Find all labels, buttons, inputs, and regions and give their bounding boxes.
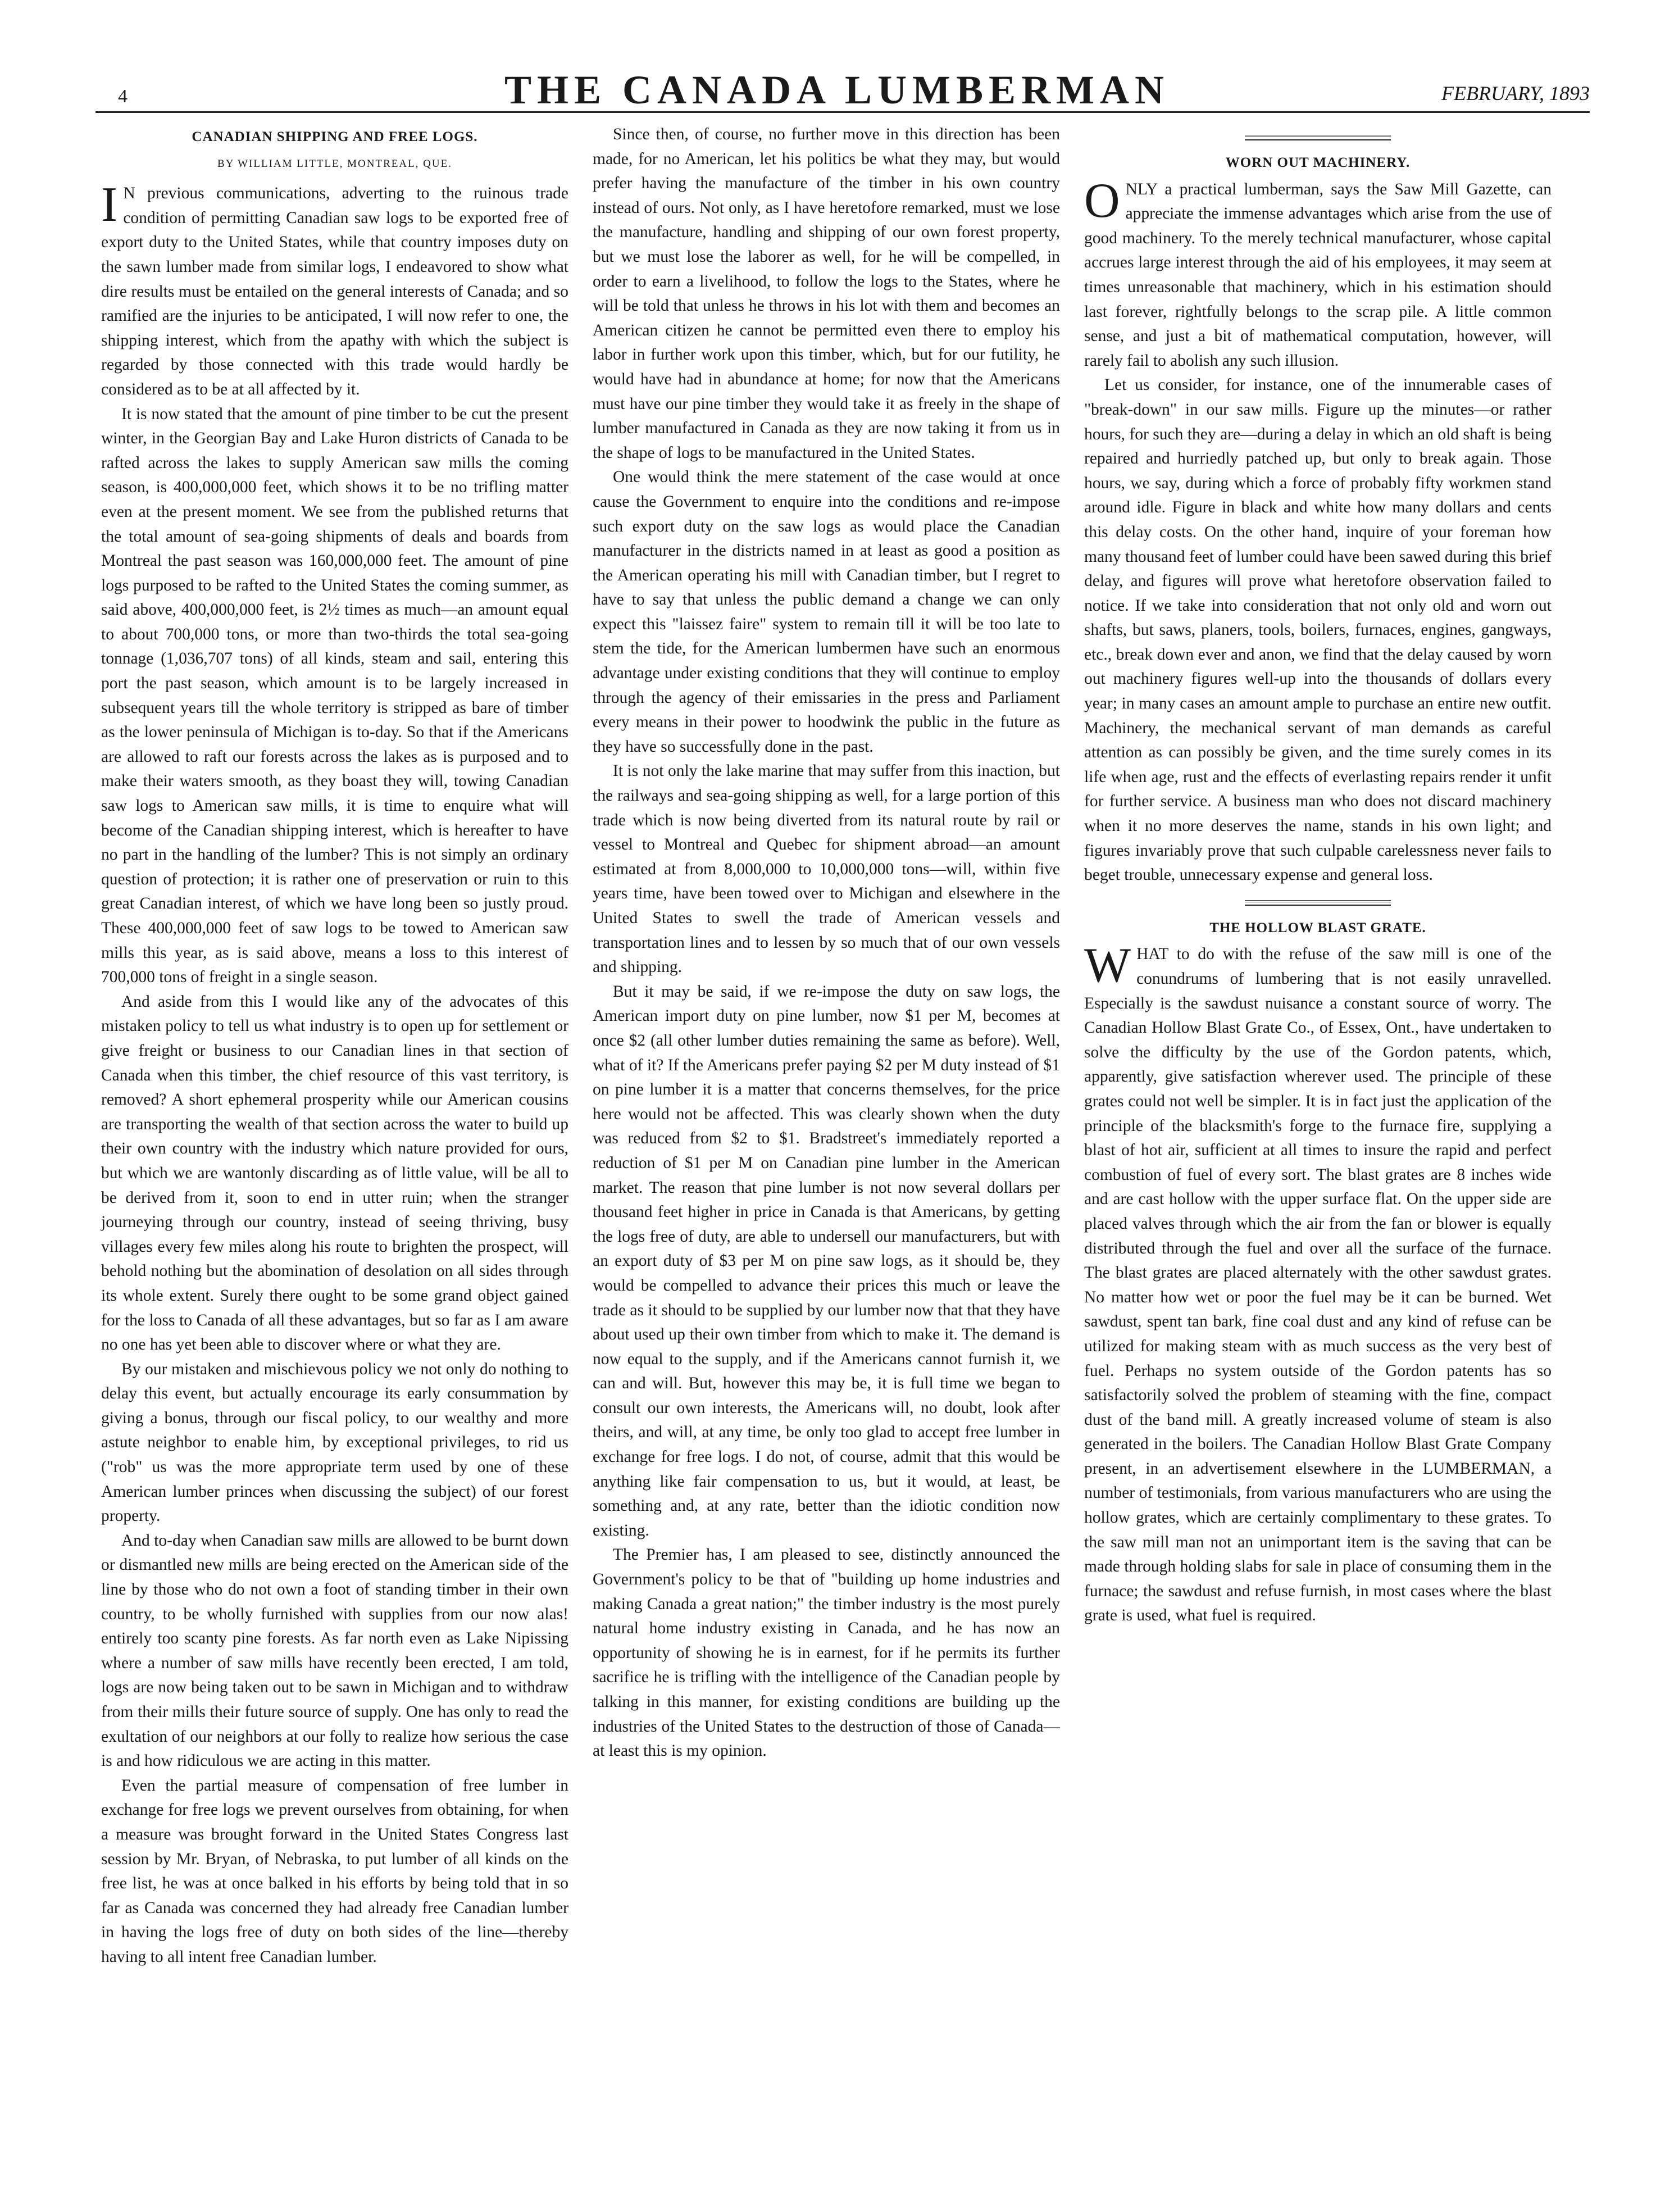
paragraph: The Premier has, I am pleased to see, distinctly announced the Government's policy to be that of "building up home industries and making Canada a great nation;" the timber industry is the most purely natural home industry existing in Canada, and he has now an opportunity of showing he is in earnest, for if he permits its further sacrifice he is trifling with the intelligence of the Canadian people by talking in this manner, for existing conditions are building up the industries of the United States to the destruction of those of Canada—at least this is my opinion. — [593, 1546, 1060, 1760]
article-title: WORN OUT MACHINERY. — [1225, 155, 1411, 170]
section-divider — [1245, 135, 1391, 140]
drop-cap: I — [101, 178, 118, 233]
issue-date: FEBRUARY, 1893 — [1441, 82, 1590, 105]
column-3 — [1084, 122, 1552, 1628]
paragraph: I N previous communications, adverting to the ruinous trade condition of permitting Canadian saw logs to be exported free of export duty to the United States, while that country imposes duty on the sawn lumber made from similar logs, I endeavored to show what dire results must be entailed on the general interests of Canada; and so ramified are the injuries to be anticipated, I will now refer to one, the shipping interest, which from the apathy with which the subject is regarded by those connected with this trade would hardly be considered as to be at all affected by it. — [101, 178, 568, 398]
masthead: THE CANADA LUMBERMAN — [504, 67, 1170, 112]
paragraph: By our mistaken and mischievous policy we not only do nothing to delay this event, but actually encourage its early consummation by giving a bonus, through our fiscal policy, to our wealthy and more astute neighbor to enable him, by exceptional privileges, to rid us ("rob" us was the more appropriate term used by one of these American lumber princes when discussing the subject) of our forest property. — [101, 1360, 568, 1525]
drop-cap: W — [1084, 938, 1131, 993]
paragraph: WHAT to do with the refuse of the saw mill is one of the conundrums of lumbering that is not easily unravelled. Especially is the sawdust nuisance a constant source of worry. The Canadian Hollow Blast Grate Co., of Essex, Ont., have undertaken to solve the difficulty by the use of the Gordon patents, which, apparently, give satisfaction wherever used. The principle of these grates could not well be simpler. It is in fact just the application of the principle of the blacksmith's forge to the furnace fire, supplying a blast of hot air, sufficient at all times to insure the rapid and perfect combustion of fuel of every sort. The blast grates are 8 inches wide and are cast hollow with the upper surface flat. On the upper side are placed valves through which the air from the fan or blower is equally distributed through the fuel and over all the surface of the furnace. The blast grates are placed alternately with the other sawdust grates. No matter how wet or poor the fuel may be it can be burned. Wet sawdust, spent tan bark, fine coal dust and any kind of refuse can be utilized for making steam with as much success as the very best of fuel. Perhaps no system outside of the Gordon patents has so satisfactorily solved the problem of steaming with the fine, compact dust of the band mill. A greatly increased volume of steam is also generated in the boilers. The Canadian Hollow Blast Grate Company present, in an advertisement elsewhere in the LUMBERMAN, a number of testimonials, from various manufacturers who are using the hollow grates, which are certainly complimentary to these grates. To the saw mill man not an unimportant item is the saving that can be made through holding slabs for sale in place of consuming them in the furnace; the sawdust and refuse furnish, in most cases where the blast grate is used, what fuel is required. — [1084, 938, 1552, 1625]
column-2 — [593, 122, 1060, 1764]
paragraph: And to-day when Canadian saw mills are allowed to be burnt down or dismantled new mills are being erected on the American side of the line by those who do not own a foot of standing timber in their own country, to be wholly furnished with supplies from our now alas! entirely too scanty pine forests. As far north even as Lake Nipissing where a number of saw mills have recently been erected, I am told, logs are now being taken out to be sawn in Michigan and to withdraw from their mills their future source of supply. One has only to read the exultation of our neighbors at our folly to realize how serious the case is and how ridiculous we are acting in this matter. — [101, 1531, 568, 1770]
paragraph: Even the partial measure of compensation of free lumber in exchange for free logs we prevent ourselves from obtaining, for when a measure was brought forward in the United States Congress last session by Mr. Bryan, of Nebraska, to put lumber of all kinds on the free list, he was at once balked in his efforts by being told that in so far as Canada was concerned they had already free Canadian lumber in having the logs free of duty on both sides of the line—thereby having to all intent free Canadian lumber. — [101, 1776, 568, 1966]
article-title: CANADIAN SHIPPING AND FREE LOGS. — [192, 129, 478, 144]
paragraph: One would think the mere statement of the case would at once cause the Government to enquire into the conditions and re-impose such export duty on the saw logs as would place the Canadian manufacturer in the districts named in at least as good a position as the American operating his mill with Canadian timber, but I regret to have to say that unless the public demand a change we can only expect this "laissez faire" system to remain till it will be too late to stem the tide, for the American lumbermen have such an enormous advantage under existing conditions that they will continue to employ through the agency of their emissaries in the press and Parliament every means in their power to hoodwink the public in the future as they have so successfully done in the past. — [593, 468, 1060, 756]
paragraph: And aside from this I would like any of the advocates of this mistaken policy to tell us what industry is to open up for settlement or give freight or business to our Canadian lines in that section of Canada when this timber, the chief resource of this vast territory, is removed? A short ephemeral prosperity while our American cousins are transporting the wealth of that section across the water to build up their own country with the industry which nature provided for ours, but which we are wantonly discarding as of little value, will be all to be derived from it, soon to end in utter ruin; when the stranger journeying through our country, instead of seeing thriving, busy villages every few miles along his route to brighten the prospect, will behold nothing but the abomination of desolation on all sides through its whole extent. Surely there ought to be some grand object gained for the loss to Canada of all these advantages, but so far as I am aware no one has yet been able to discover where or what they are. — [101, 992, 568, 1354]
paragraph: But it may be said, if we re-impose the duty on saw logs, the American import duty on pine lumber, now $1 per M, becomes at once $2 (all other lumber duties remaining the same as before). Well, what of it? If the Americans prefer paying $2 per M duty instead of $1 on pine lumber it is a matter that concerns themselves, for the price here would not be affected. This was clearly shown when the duty was reduced from $2 to $1. Bradstreet's immediately reported a reduction of $1 per M on Canadian pine lumber in the American market. The reason that pine lumber is not now several dollars per thousand feet higher in price in Canada is that Americans, by getting the logs free of duty, are able to undersell our manufacturers, but with an export duty of $3 per M on pine saw logs, as it should be, they would be compelled to advance their prices this much or leave the trade as it should to be supplied by our lumber now that that they have about used up their own timber from which to make it. The demand is now equal to the supply, and if the Americans cannot furnish it, we can and will. But, however this may be, it is full time we began to consult our own interests, the Americans will, no doubt, look after theirs, and will, at any time, be only too glad to accept free lumber in exchange for free logs. I do not, of course, admit that this would be anything like fair compensation to us, but it would, at least, be something and, at any rate, better than the idiotic condition now existing. — [593, 982, 1060, 1539]
article-byline: BY WILLIAM LITTLE, MONTREAL, QUE. — [217, 157, 452, 170]
paragraph: It is now stated that the amount of pine timber to be cut the present winter, in the Georgian Bay and Lake Huron districts of Canada to be rafted across the lakes to supply American saw mills the coming season, is 400,000,000 feet, which shows it to be no trifling matter even at the present moment. We see from the published returns that the total amount of sea-going shipments of deals and boards from Montreal the past season was 160,000,000 feet. The amount of pine logs purposed to be rafted to the United States the coming summer, as said above, 400,000,000 feet, is 2½ times as much—an amount equal to about 700,000 tons, or more than two-thirds the total sea-going tonnage (1,036,707 tons) of all kinds, steam and sail, entering this port the past season, which amount is to be largely increased in subsequent years till the whole territory is stripped as bare of timber as the lower peninsula of Michigan is to-day. So that if the Americans are allowed to raft our forests across the lakes as is purposed and to make their waters smooth, as they boast they will, towing Canadian saw logs to American saw mills, it is time to enquire what will become of the Canadian shipping interest, which is hereafter to have no part in the handling of the lumber? This is not simply an ordinary question of protection; it is rather one of preservation or ruin to this great Canadian interest, of which we have long been so justly proud. These 400,000,000 feet of saw logs to be towed to American saw mills this year, as is said above, means a loss to this interest of 700,000 tons of freight in a single season. — [101, 405, 568, 987]
paragraph: It is not only the lake marine that may suffer from this inaction, but the railways and sea-going shipping as well, for a large portion of this trade which is now being diverted from its natural route by rail or vessel to Montreal and Quebec for shipment abroad—an amount estimated at from 8,000,000 to 10,000,000 tons—will, within five years time, have been towed over to Michigan and elsewhere in the United States to swell the trade of American vessels and transportation lines and to lessen by so much that of our own vessels and shipping. — [593, 762, 1060, 976]
section-divider — [1245, 900, 1391, 906]
page-header — [84, 65, 1590, 115]
paragraph: ONLY a practical lumberman, says the Saw Mill Gazette, can appreciate the immense advantages which arise from the use of good machinery. To the merely technical manufacturer, whose capital accrues large interest through the aid of his employees, it may seem at times unreasonable that machinery, which in his estimation should last forever, rightfully belongs to the scrap pile. A little common sense, and just a bit of mathematical computation, however, will rarely fail to abolish any such illusion. — [1084, 173, 1552, 370]
paragraph: Since then, of course, no further move in this direction has been made, for no American, let his politics be what they may, but would prefer having the manufacture of the timber in his own country instead of ours. Not only, as I have heretofore remarked, must we lose the manufacture, handling and shipping of our own forest property, but we must lose the laborer as well, for he will be compelled, in order to earn a livelihood, to follow the logs to the States, where he will be told that unless he throws in his lot with them and becomes an American citizen he cannot be permitted even there to employ his labor in further work upon this timber, which, but for our futility, he would have had in abundance at home; for now that the Americans must have our pine timber they would take it as freely in the shape of lumber manufactured in Canada as they are now taking it from us in the shape of logs to be manufactured in the United States. — [593, 125, 1060, 462]
page-number: 4 — [118, 86, 128, 107]
header-rule — [95, 111, 1590, 113]
paragraph: Let us consider, for instance, one of the innumerable cases of "break-down" in our saw mills. Figure up the minutes—or rather hours, for such they are—during a delay in which an old shaft is being repaired and hurriedly patched up, but only to break again. Those hours, we say, during which a force of probably fifty workmen stand around idle. Figure in black and white how many dollars and cents this delay costs. On the other hand, inquire of your foreman how many thousand feet of lumber could have been sawed during this brief delay, and figures will prove what heretofore observation failed to notice. If we take into consideration that not only old and worn out shafts, but saws, planers, tools, boilers, furnaces, engines, gangways, etc., break down ever and anon, we find that the delay caused by worn out machinery figures well-up into the thousands of dollars every year; in many cases an amount ample to purchase an entire new outfit. Machinery, the mechanical servant of man demands as careful attention as can possibly be given, and the time surely comes in its life when age, rust and the effects of everlasting repairs render it unfit for further service. A business man who does not discard machinery when it no more deserves the name, stands in his own light; and figures invariably prove that such culpable carelessness never fails to beget trouble, unnecessary expense and general loss. — [1084, 376, 1552, 884]
drop-cap: O — [1084, 173, 1120, 228]
article-title: THE HOLLOW BLAST GRATE. — [1209, 920, 1426, 935]
column-1 — [101, 122, 568, 1970]
